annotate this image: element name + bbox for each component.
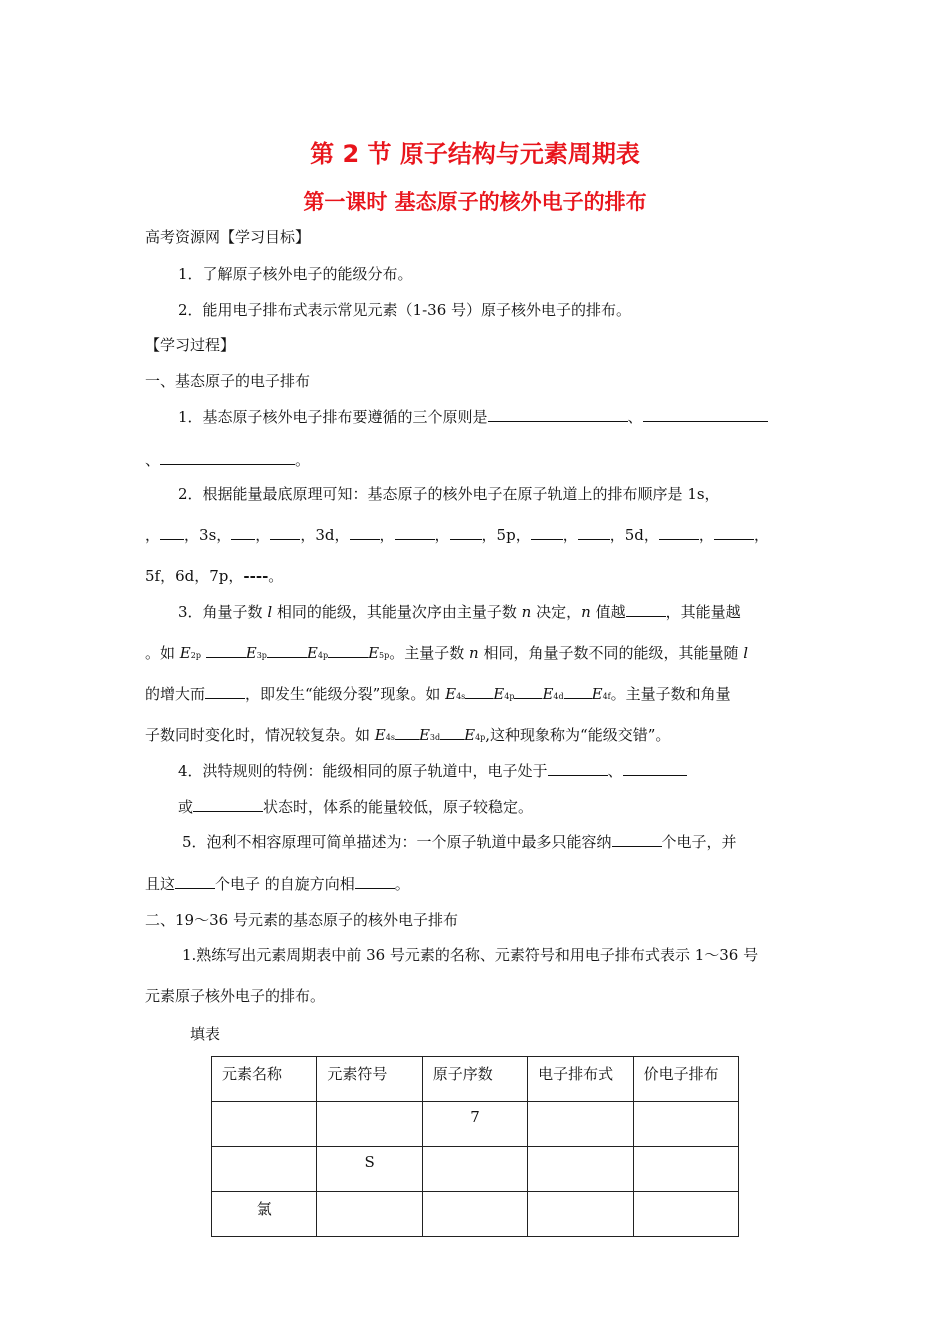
answer-blank[interactable] [160,449,295,465]
question-1-line-2: 、 。 [145,451,311,469]
table-cell[interactable] [212,1102,317,1147]
answer-blank[interactable] [578,524,610,540]
table-cell[interactable] [422,1147,527,1192]
table-cell[interactable] [633,1192,738,1237]
answer-blank[interactable] [623,760,687,776]
question-3-line-1: 3．角量子数 l 相同的能级，其能量次序由主量子数 n 决定，n 值越 ，其能量越 [178,603,741,621]
table-cell[interactable] [422,1192,527,1237]
question-5-line-1: 5．泡利不相容原理可简单描述为：一个原子轨道中最多只能容纳 个电子，并 [182,833,737,851]
answer-blank[interactable] [193,796,263,812]
answer-blank[interactable] [175,873,215,889]
table-cell[interactable] [528,1102,633,1147]
answer-blank[interactable] [564,683,592,699]
table-cell[interactable] [317,1102,422,1147]
answer-blank[interactable] [643,406,768,422]
table-cell[interactable] [317,1192,422,1237]
answer-blank[interactable] [395,724,419,740]
answer-blank[interactable] [626,601,666,617]
table-cell[interactable]: 氯 [212,1192,317,1237]
table-header: 原子序数 [422,1057,527,1102]
table-cell[interactable]: S [317,1147,422,1192]
answer-blank[interactable] [488,406,628,422]
answer-blank[interactable] [440,724,464,740]
table-header: 电子排布式 [528,1057,633,1102]
goal-1: 1．了解原子核外电子的能级分布。 [178,265,413,283]
section-1-heading: 一、基态原子的电子排布 [145,372,311,390]
process-header: 【学习过程】 [145,336,236,354]
answer-blank[interactable] [612,831,662,847]
question-5-line-2: 且这 个电子 的自旋方向相 。 [145,875,410,893]
answer-blank[interactable] [395,524,435,540]
answer-blank[interactable] [714,524,754,540]
table-header: 元素符号 [317,1057,422,1102]
page-title: 第 2 节 原子结构与元素周期表 [310,140,640,168]
table-row [212,1147,739,1192]
question-2-line-3: 5f，6d，7p，----。 [145,567,284,585]
answer-blank[interactable] [531,524,563,540]
answer-blank[interactable] [465,683,493,699]
question-2-line-1: 2．根据能量最底原理可知：基态原子的核外电子在原子轨道上的排布顺序是 1s， [178,485,720,503]
question-3-line-2: 。如 E2p E3p E4p E5p。主量子数 n 相同，角量子数不同的能级，其能量随 l [145,644,749,662]
question-1-line-1: 1．基态原子核外电子排布要遵循的三个原则是 、 [178,406,768,428]
exercise-1-line-2: 元素原子核外电子的排布。 [145,987,326,1005]
table-cell[interactable] [528,1147,633,1192]
table-row [212,1102,739,1147]
table-cell[interactable] [633,1147,738,1192]
goal-2: 2．能用电子排布式表示常见元素（1-36 号）原子核外电子的排布。 [178,301,632,319]
question-4-line-1: 4．洪特规则的特例：能级相同的原子轨道中，电子处于 、 [178,760,687,782]
table-cell[interactable]: 7 [422,1102,527,1147]
answer-blank[interactable] [267,642,307,658]
fill-table-label: 填表 [190,1025,221,1043]
answer-blank[interactable] [205,683,245,699]
answer-blank[interactable] [355,873,395,889]
page-subtitle: 第一课时 基态原子的核外电子的排布 [303,190,647,214]
answer-blank[interactable] [328,642,368,658]
answer-blank[interactable] [659,524,699,540]
answer-blank[interactable] [350,524,380,540]
table-header: 元素名称 [212,1057,317,1102]
answer-blank[interactable] [160,524,184,540]
answer-blank[interactable] [450,524,482,540]
answer-blank[interactable] [270,524,300,540]
answer-blank[interactable] [231,524,255,540]
table-row [212,1192,739,1237]
table-cell[interactable] [212,1147,317,1192]
element-table [211,1056,739,1237]
table-header: 价电子排布 [633,1057,738,1102]
answer-blank[interactable] [548,760,608,776]
question-3-line-4: 子数同时变化时，情况较复杂。如 E4s E3d E4p,这种现象称为“能级交错”。 [145,726,671,744]
exercise-1-line-1: 1.熟练写出元素周期表中前 36 号元素的名称、元素符号和用电子排布式表示 1～36 号 [182,946,759,964]
question-3-line-3: 的增大而 ，即发生“能级分裂”现象。如 E4s E4p E4d E4f。主量子数和角量 [145,685,731,703]
question-4-line-2: 或 状态时，体系的能量较低，原子较稳定。 [178,798,534,816]
table-cell[interactable] [528,1192,633,1237]
goals-header: 高考资源网【学习目标】 [145,228,311,246]
table-header-row [212,1057,739,1102]
answer-blank[interactable] [206,642,246,658]
question-2-line-2: ， ，3s， ， ，3d， ， ， ，5p， ， ，5d， ， ， [145,526,769,544]
answer-blank[interactable] [514,683,542,699]
table-cell[interactable] [633,1102,738,1147]
section-2-heading: 二、19～36 号元素的基态原子的核外电子排布 [145,911,458,929]
